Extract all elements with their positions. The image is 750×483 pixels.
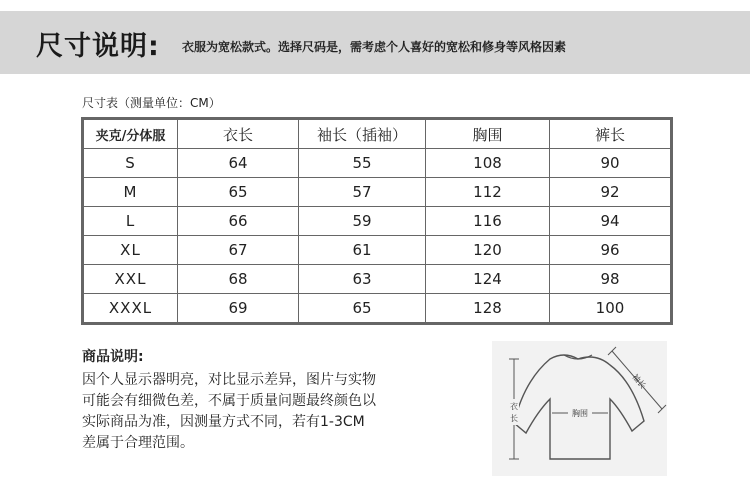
table-header-row <box>83 119 672 149</box>
table-caption: 尺寸表（测量单位：CM） <box>82 96 221 110</box>
size-cell: XL <box>83 236 178 265</box>
jacket-diagram-svg <box>492 341 667 476</box>
table-cell: 59 <box>299 207 426 236</box>
table-row <box>83 236 672 265</box>
table-cell: 57 <box>299 178 426 207</box>
table-row <box>83 265 672 294</box>
table-cell: 124 <box>426 265 550 294</box>
notes-body <box>82 370 452 454</box>
header-cell-pants: 裤长 <box>550 119 672 149</box>
length-label-2: 长 <box>510 414 518 423</box>
notes-line: 因个人显示器明亮，对比显示差异，图片与实物 <box>82 372 376 388</box>
table-row <box>83 207 672 236</box>
table-cell: 92 <box>550 178 672 207</box>
table-cell: 68 <box>178 265 299 294</box>
notes-line: 差属于合理范围。 <box>82 435 194 451</box>
table-cell: 94 <box>550 207 672 236</box>
header-cell-length: 衣长 <box>178 119 299 149</box>
notes-line: 实际商品为准，因测量方式不同，若有1-3CM <box>82 414 365 430</box>
table-row <box>83 294 672 324</box>
table-cell: 61 <box>299 236 426 265</box>
table-row <box>83 149 672 178</box>
table-cell: 116 <box>426 207 550 236</box>
table-cell: 128 <box>426 294 550 324</box>
size-cell: XXL <box>83 265 178 294</box>
size-cell: XXXL <box>83 294 178 324</box>
notes-line: 可能会有细微色差，不属于质量问题最终颜色以 <box>82 393 376 409</box>
notes-title: 商品说明: <box>82 349 144 365</box>
size-cell: M <box>83 178 178 207</box>
header-description: 衣服为宽松款式。选择尺码是，需考虑个人喜好的宽松和修身等风格因素 <box>182 40 567 54</box>
header-cell-chest: 胸围 <box>426 119 550 149</box>
table-cell: 65 <box>299 294 426 324</box>
table-cell: 108 <box>426 149 550 178</box>
header-cell-garment: 夹克/分体服 <box>83 119 178 149</box>
table-row <box>83 178 672 207</box>
sleeve-label: 袖长 <box>630 372 648 391</box>
measurement-diagram <box>492 341 667 476</box>
size-cell: L <box>83 207 178 236</box>
table-cell: 66 <box>178 207 299 236</box>
table-cell: 90 <box>550 149 672 178</box>
table-cell: 65 <box>178 178 299 207</box>
table-cell: 112 <box>426 178 550 207</box>
table-cell: 96 <box>550 236 672 265</box>
table-cell: 64 <box>178 149 299 178</box>
header-cell-sleeve: 袖长（插袖） <box>299 119 426 149</box>
size-cell: S <box>83 149 178 178</box>
length-label-1: 衣 <box>510 402 518 411</box>
table-cell: 98 <box>550 265 672 294</box>
table-cell: 55 <box>299 149 426 178</box>
table-cell: 120 <box>426 236 550 265</box>
chest-label: 胸围 <box>572 409 588 418</box>
page-title: 尺寸说明: <box>36 31 160 62</box>
table-cell: 63 <box>299 265 426 294</box>
table-cell: 69 <box>178 294 299 324</box>
table-cell: 67 <box>178 236 299 265</box>
size-table <box>81 117 673 325</box>
table-cell: 100 <box>550 294 672 324</box>
